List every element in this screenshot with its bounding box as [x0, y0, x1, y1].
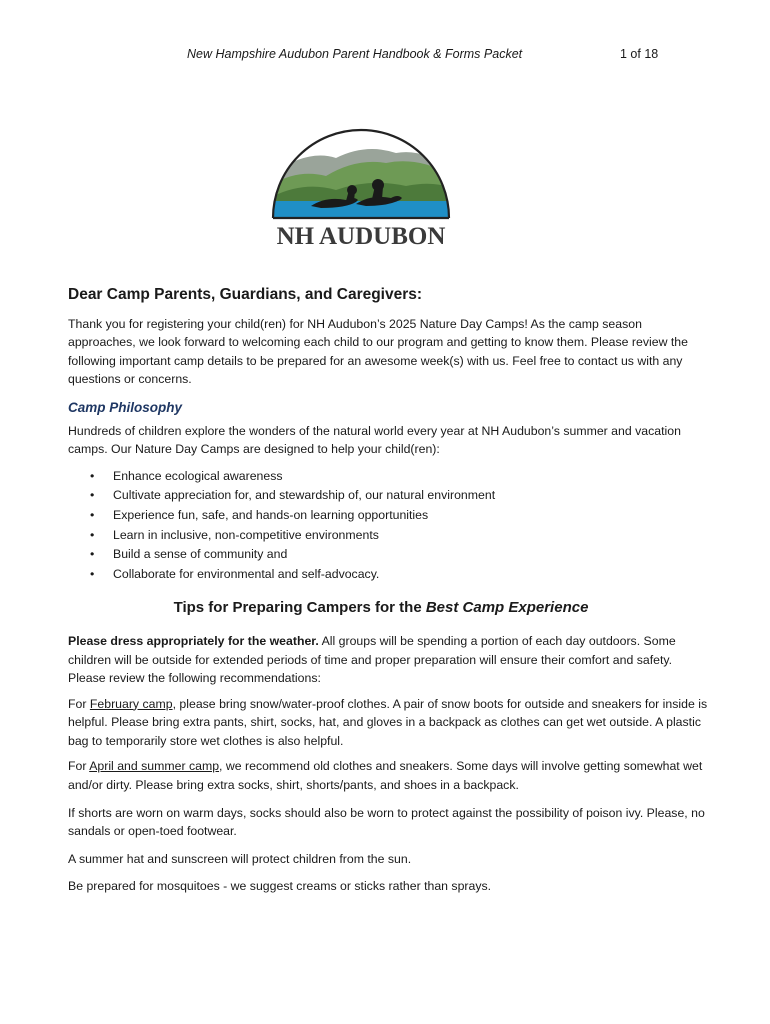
nh-audubon-logo [256, 118, 466, 260]
bullet-icon: • [90, 507, 95, 522]
letter-body [68, 286, 708, 903]
list-item: • Collaborate for environmental and self-advocacy. [68, 565, 708, 584]
dress-paragraph: Please dress appropriately for the weather. All groups will be spending a portion of each day outdoors. Some children will be outside for extended periods of time and proper preparation will ensure their comfort and safety. Please review the following recommendations: [68, 633, 676, 686]
page-header [0, 47, 770, 65]
list-item: • Enhance ecological awareness [68, 467, 708, 486]
hat-paragraph: A summer hat and sunscreen will protect children from the sun. [68, 851, 412, 866]
february-camp-link: February camp [89, 696, 173, 711]
mosquito-paragraph: Be prepared for mosquitoes - we suggest creams or sticks rather than sprays. [68, 879, 492, 894]
document-title: New Hampshire Audubon Parent Handbook & Forms Packet [187, 47, 523, 61]
april-summer-camp-link: April and summer camp [89, 759, 220, 774]
philosophy-paragraph: Hundreds of children explore the wonders of the natural world every year at NH Audubon’s summer and vacation camps. Our Nature Day Camps are designed to help your child(ren): [68, 423, 681, 457]
shorts-paragraph: If shorts are worn on warm days, socks should also be worn to protect against the possibility of poison ivy. Please, no sandals or open-toed footwear. [68, 805, 705, 839]
list-item: • Cultivate appreciation for, and stewardship of, our natural environment [68, 486, 708, 505]
intro-paragraph: Thank you for registering your child(ren) for NH Audubon’s 2025 Nature Day Camps! As the camp season approaches, we look forward to welcoming each child to our program and getting to know them. Please review the following important camp details to be prepared for an awesome week(s) with us. Feel free to contact us with any questions or concerns. [68, 316, 688, 387]
camp-philosophy-heading: Camp Philosophy [68, 399, 183, 415]
bullet-icon: • [90, 468, 95, 483]
page-number: 1 of 18 [620, 47, 659, 61]
february-paragraph: For February camp, please bring snow/water-proof clothes. A pair of snow boots for outside and sneakers for inside is helpful. Please bring extra pants, shirt, socks, hat, and gloves in a backpack as clothes can get wet outside. A plastic bag to temporarily store wet clothes is also helpful. [68, 696, 708, 748]
list-item: • Build a sense of community and [68, 545, 708, 564]
philosophy-list [68, 467, 708, 584]
list-item: • Experience fun, safe, and hands-on learning opportunities [68, 506, 708, 525]
logo-wordmark: NH AUDUBON [276, 223, 446, 250]
bullet-icon: • [90, 547, 95, 562]
bullet-icon: • [90, 566, 95, 581]
april-paragraph: For April and summer camp, we recommend old clothes and sneakers. Some days will involve getting somewhat wet and/or dirty. Please bring extra socks, shirt, shorts/pants, and shoes in a backpack. [68, 759, 703, 793]
bullet-icon: • [90, 488, 95, 503]
tips-heading: Tips for Preparing Campers for the Best Camp Experience [173, 599, 589, 617]
greeting-heading: Dear Camp Parents, Guardians, and Caregivers: [68, 286, 423, 303]
bullet-icon: • [90, 527, 95, 542]
list-item: • Learn in inclusive, non-competitive environments [68, 526, 708, 545]
